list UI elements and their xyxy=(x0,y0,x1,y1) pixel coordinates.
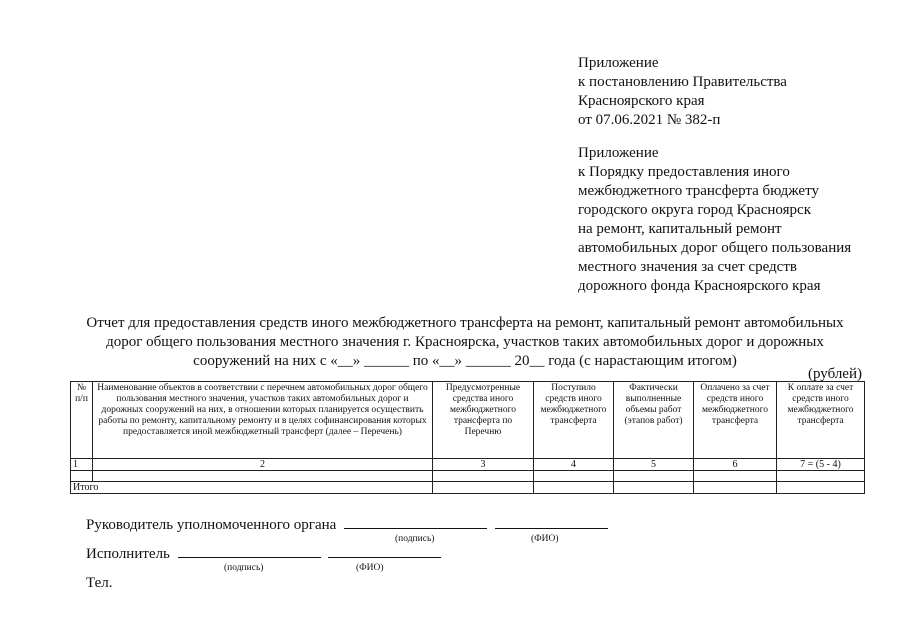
head-signature-line xyxy=(86,516,608,534)
column-number: 4 xyxy=(534,459,614,471)
table-cell xyxy=(614,482,694,494)
executor-signature-caption: (подпись) xyxy=(224,563,264,573)
column-header-number: № п/п xyxy=(71,382,93,459)
appendix-line: от 07.06.2021 № 382-п xyxy=(578,112,721,128)
phone-label: Тел. xyxy=(86,575,113,591)
total-row xyxy=(71,482,865,494)
table-cell xyxy=(777,482,865,494)
column-header-paid: Оплачено за счет средств иного межбюджетного трансферта xyxy=(694,382,777,459)
table-header-row xyxy=(71,382,865,459)
appendix-line: к Порядку предоставления иного xyxy=(578,164,790,180)
column-header-object-name: Наименование объектов в соответствии с перечнем автомобильных дорог общего пользования местного значения, участков таких автомобильных дорог и дорожных сооружений на них, в отношении которых планируется осуществить работы по ремонту, капитальному ремонту и в целях софинансирования которых предоставляется иной межбюджетный трансферт (далее – Перечень) xyxy=(93,382,433,459)
head-signature-field[interactable] xyxy=(344,516,487,529)
table-cell xyxy=(433,471,534,482)
report-title-line: дорог общего пользования местного значения г. Красноярска, участков таких автомобильных дорог и дорожных xyxy=(106,334,824,350)
total-label: Итого xyxy=(71,482,433,494)
appendix-line: межбюджетного трансферта бюджету xyxy=(578,183,819,199)
column-header-completed-work: Фактически выполненные объемы работ (этапов работ) xyxy=(614,382,694,459)
head-label: Руководитель уполномоченного органа xyxy=(86,517,337,533)
table-cell xyxy=(93,471,433,482)
column-header-to-pay: К оплате за счет средств иного межбюджетного трансферта xyxy=(777,382,865,459)
column-header-received-funds: Поступило средств иного межбюджетного трансферта xyxy=(534,382,614,459)
table-cell xyxy=(694,471,777,482)
report-table xyxy=(70,381,865,494)
appendix-block-procedure xyxy=(578,144,851,296)
column-number: 1 xyxy=(71,459,93,471)
report-title-line: Отчет для предоставления средств иного межбюджетного трансферта на ремонт, капитальный ремонт автомобильных xyxy=(86,315,844,331)
report-title-line: сооружений на них с «__» ______ по «__» ______ 20__ года (с нарастающим итогом) xyxy=(193,353,737,369)
table-cell xyxy=(614,471,694,482)
appendix-line: Приложение xyxy=(578,145,659,161)
appendix-line: автомобильных дорог общего пользования xyxy=(578,240,852,256)
table-cell xyxy=(534,471,614,482)
table-cell xyxy=(534,482,614,494)
appendix-line: Приложение xyxy=(578,55,659,71)
appendix-line: Красноярского края xyxy=(578,93,705,109)
column-numbers-row xyxy=(71,459,865,471)
executor-signature-line xyxy=(86,545,441,563)
column-number: 2 xyxy=(93,459,433,471)
appendix-line: местного значения за счет средств xyxy=(578,259,797,275)
head-name-field[interactable] xyxy=(495,516,608,529)
executor-signature-field[interactable] xyxy=(178,545,321,558)
appendix-line: к постановлению Правительства xyxy=(578,74,787,90)
column-number: 7 = (5 - 4) xyxy=(777,459,865,471)
table-cell xyxy=(694,482,777,494)
currency-units-label: (рублей) xyxy=(807,366,862,382)
column-number: 5 xyxy=(614,459,694,471)
table-cell xyxy=(433,482,534,494)
column-header-planned-funds: Предусмотренные средства иного межбюджетного трансферта по Перечню xyxy=(433,382,534,459)
appendix-block-government-decree xyxy=(578,54,787,130)
head-name-caption: (ФИО) xyxy=(531,534,559,544)
table-cell xyxy=(777,471,865,482)
appendix-line: дорожного фонда Красноярского края xyxy=(578,278,821,294)
report-title xyxy=(70,314,860,371)
appendix-line: на ремонт, капитальный ремонт xyxy=(578,221,782,237)
table-row xyxy=(71,471,865,482)
table-cell xyxy=(71,471,93,482)
executor-label: Исполнитель xyxy=(86,546,170,562)
appendix-line: городского округа город Красноярск xyxy=(578,202,811,218)
executor-name-caption: (ФИО) xyxy=(356,563,384,573)
column-number: 6 xyxy=(694,459,777,471)
head-signature-caption: (подпись) xyxy=(395,534,435,544)
executor-name-field[interactable] xyxy=(328,545,441,558)
column-number: 3 xyxy=(433,459,534,471)
